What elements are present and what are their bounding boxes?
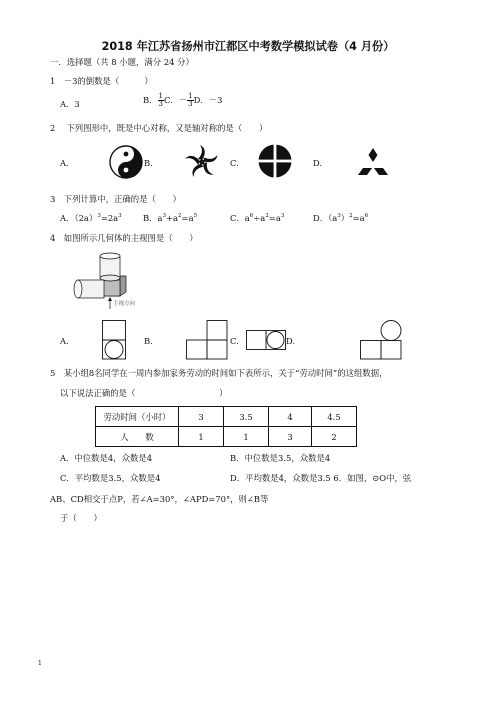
q3-option-d: D．$(a^3)^2=a^6$ — [313, 213, 369, 223]
question-5-stem: 5 某小组8名同学在一周内参加家务劳动的时间如下表所示，关于“劳动时间”的这组数据， — [50, 368, 388, 378]
q4-option-a: A. — [60, 336, 69, 346]
q3-option-b: B．$a^3+a^2=a^5$ — [143, 213, 198, 223]
q4-option-b-figure — [186, 320, 228, 360]
question-3-stem: 3 下列计算中，正确的是（ ） — [50, 194, 181, 204]
table-header-row — [96, 407, 357, 427]
q1-option-a: A．3 — [60, 99, 80, 109]
table-header-cell: 3.5 — [224, 407, 269, 427]
page-title: 2018 年江苏省扬州市江都区中考数学模拟试卷（4 月份） — [101, 40, 395, 53]
q1-c-fraction: $\frac{1}{3}$ — [188, 92, 193, 108]
q3-option-c: C．$a^6\div a^2=a^3$ — [230, 213, 285, 223]
q1-b-fraction: $\frac{1}{3}$ — [158, 92, 163, 108]
table-cell: 2 — [312, 427, 357, 447]
q5-option-d: D．平均数是4，众数是3.5 6．如图，⊙O中，弦 — [230, 473, 412, 483]
table-cell: 1 — [179, 427, 224, 447]
q4-option-c: C. — [230, 336, 239, 346]
q2-option-b: B. — [144, 158, 153, 168]
table-header-cell: 3 — [179, 407, 224, 427]
q4-option-b: B. — [144, 336, 153, 346]
yin-yang-icon — [108, 144, 144, 180]
q2-option-c: C. — [230, 158, 239, 168]
section-heading: 一．选择题（共 8 小题，满分 24 分） — [50, 57, 194, 67]
q5-option-b: B．中位数是3.5，众数是4 — [230, 453, 331, 463]
q5-option-a: A．中位数是4，众数是4 — [60, 453, 153, 463]
table-cell: 人 数 — [96, 427, 179, 447]
question-6-stem: AB、CD相交于点P，若∠A=30°，∠APD=70°，则∠B等 — [50, 494, 269, 504]
question-2-stem: 2 下列图形中，既是中心对称，又是轴对称的是（ ） — [50, 123, 268, 133]
q3-option-a: A．$(2a)^3=2a^3$ — [60, 213, 122, 223]
q4-option-a-figure — [102, 320, 126, 360]
table-cell: 1 — [224, 427, 269, 447]
question-6-stem-continued: 于（ ） — [60, 513, 102, 523]
view-direction-label: 主视方向 — [113, 301, 136, 307]
q4-option-d: D. — [286, 336, 296, 346]
table-header-cell: 4.5 — [312, 407, 357, 427]
question-5-stem-continued: 以下说法正确的是（ ） — [60, 388, 228, 398]
labor-time-table — [95, 406, 357, 447]
q2-option-a: A. — [60, 158, 69, 168]
pinwheel-icon — [184, 144, 220, 180]
question-4-stem: 4 如图所示几何体的主视图是（ ） — [50, 233, 198, 243]
four-petal-cross-icon — [256, 142, 294, 180]
table-row — [96, 427, 357, 447]
q4-option-d-figure — [360, 320, 402, 360]
question-1-stem: 1 －3的倒数是（ ） — [50, 76, 153, 86]
page-number: 1 — [38, 660, 42, 667]
q1-option-b: B． $\frac{1}{3}$ C．－ $\frac{1}{3}$ D．－3 — [143, 92, 223, 108]
q2-option-d: D. — [313, 158, 323, 168]
table-header-cell: 劳动时间（小时） — [96, 407, 179, 427]
q4-option-c-figure — [246, 330, 286, 350]
three-diamond-icon — [358, 148, 388, 176]
table-header-cell: 4 — [269, 407, 312, 427]
q5-option-c: C．平均数是3.5，众数是4 — [60, 473, 161, 483]
table-cell: 3 — [269, 427, 312, 447]
